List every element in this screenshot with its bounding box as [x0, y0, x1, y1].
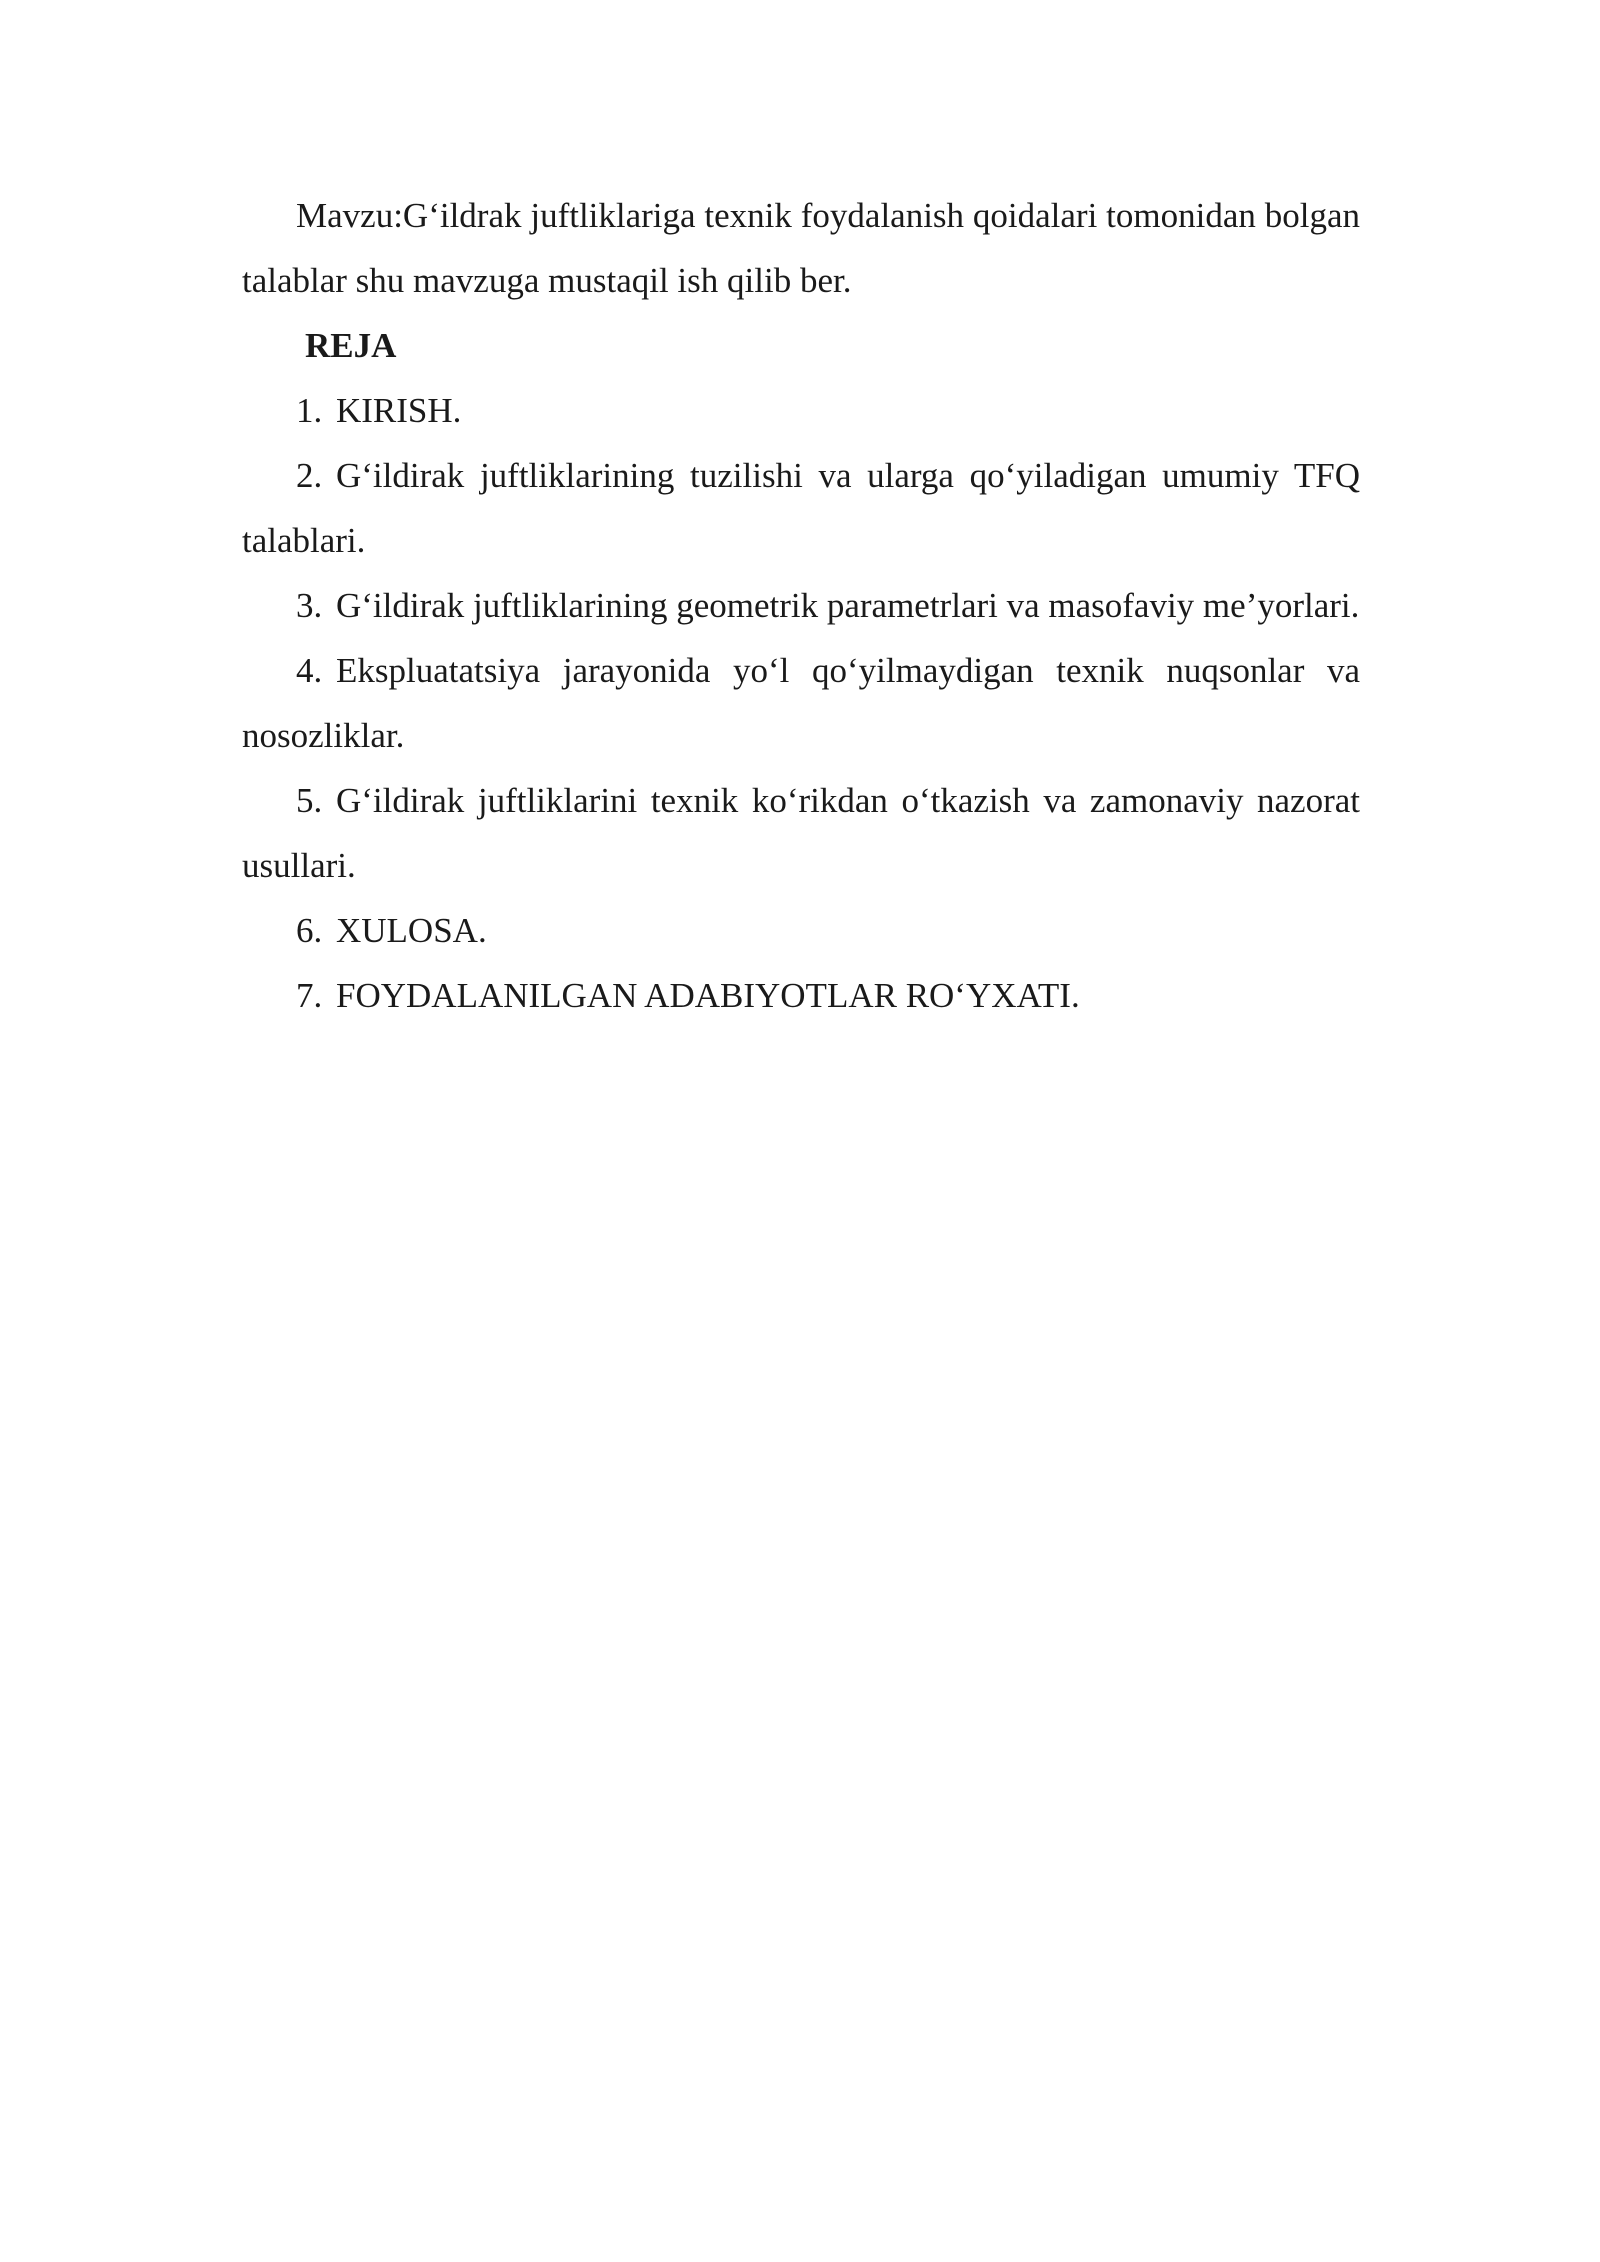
- plan-item-number: 4.: [296, 651, 323, 690]
- plan-item-number: 3.: [296, 586, 323, 625]
- plan-item-text: G‘ildirak juftliklarining tuzilishi va ularga qo‘yiladigan umumiy TFQ talablari.: [242, 456, 1360, 560]
- plan-item: [242, 768, 1360, 898]
- plan-item: [242, 638, 1360, 768]
- plan-item-number: 5.: [296, 781, 323, 820]
- plan-heading: REJA: [305, 326, 397, 365]
- plan-item-text: G‘ildirak juftliklarini texnik ko‘rikdan o‘tkazish va zamonaviy nazorat usullari.: [242, 781, 1360, 885]
- plan-item-number: 7.: [296, 976, 323, 1015]
- plan-item-text: FOYDALANILGAN ADABIYOTLAR RO‘YXATI.: [336, 976, 1080, 1015]
- plan-item-number: 2.: [296, 456, 323, 495]
- plan-item-text: KIRISH.: [336, 391, 462, 430]
- document-body: [242, 183, 1360, 1028]
- plan-item-number: 1.: [296, 391, 323, 430]
- plan-item-text: G‘ildirak juftliklarining geometrik parametrlari va masofaviy me’yorlari.: [336, 586, 1360, 625]
- plan-item: [242, 573, 1360, 638]
- plan-item: [242, 443, 1360, 573]
- topic-paragraph: Mavzu:G‘ildrak juftliklariga texnik foydalanish qoidalari tomonidan bolgan talablar shu mavzuga mustaqil ish qilib ber.: [242, 196, 1360, 300]
- plan-item-text: XULOSA.: [336, 911, 487, 950]
- plan-item: [242, 378, 1360, 443]
- plan-item-number: 6.: [296, 911, 323, 950]
- plan-item: [242, 898, 1360, 963]
- plan-item-text: Ekspluatatsiya jarayonida yo‘l qo‘yilmaydigan texnik nuqsonlar va nosozliklar.: [242, 651, 1360, 755]
- plan-item: [242, 963, 1360, 1028]
